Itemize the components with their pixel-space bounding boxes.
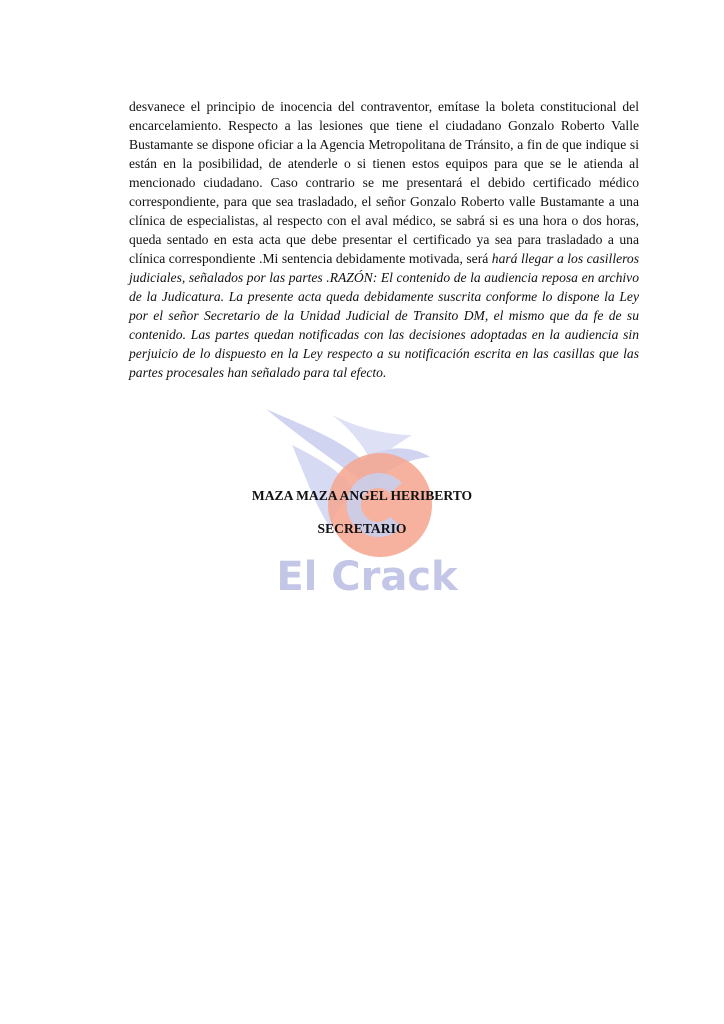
main-paragraph: [129, 97, 639, 382]
paragraph-plain-text: desvanece el principio de inocencia del contraventor, emítase la boleta constitucional del encarcelamiento. Respecto a las lesiones que tiene el ciudadano Gonzalo Roberto Valle Bustamante se dispone oficiar a la Agencia Metropolitana de Tránsito, a fin de que indique si están en la posibilidad, de atenderle o si tienen estos equipos para que se le atienda al mencionado ciudadano. Caso contrario se me presentará el debido certificado médico correspondiente, para que sea trasladado, el señor Gonzalo Roberto valle Bustamante a una clínica de especialistas, al respecto con el aval médico, se sabrá si es una hora o dos horas, queda sentado en esta acta que debe presentar el certificado ya sea para trasladado a una clínica correspondiente .Mi sentencia debidamente motivada, será: [129, 99, 639, 266]
signature-role: SECRETARIO: [317, 521, 407, 536]
watermark-text: El Crack: [276, 554, 458, 600]
paragraph-italic-text: hará llegar a los casilleros judiciales, señalados por las partes .RAZÓN: El contenido de la audiencia reposa en archivo de la Judicatura. La presente acta queda debidamente suscrita conforme lo dispone la Ley por el señor Secretario de la Unidad Judicial de Transito DM, el mismo que da fe de su contenido. Las partes quedan notificadas con las decisiones adoptadas en la audiencia sin perjuicio de lo dispuesto en la Ley respecto a su notificación escrita en las casillas que las partes procesales han señalado para tal efecto.: [129, 251, 639, 380]
signature-name: MAZA MAZA ANGEL HERIBERTO: [251, 488, 473, 503]
